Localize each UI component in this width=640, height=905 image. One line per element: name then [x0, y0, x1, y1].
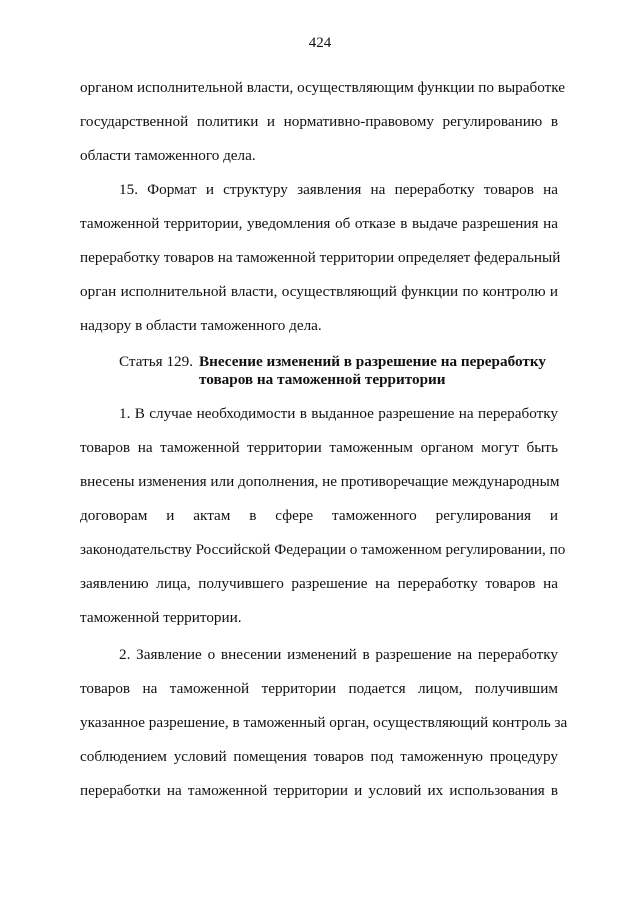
- paragraph-line: внесены изменения или дополнения, не противоречащие международным: [80, 473, 560, 490]
- paragraph-line: 1. В случае необходимости в выданное разрешение на переработку: [119, 405, 558, 422]
- paragraph-line: договорам и актам в сфере таможенного регулирования и: [80, 507, 558, 524]
- paragraph-line: органом исполнительной власти, осуществляющим функции по выработке: [80, 79, 566, 96]
- article-title: [199, 353, 546, 389]
- article-label: Статья 129.: [119, 353, 194, 370]
- paragraph-line: указанное разрешение, в таможенный орган, осуществляющий контроль за: [80, 714, 568, 731]
- paragraph-line: 2. Заявление о внесении изменений в разрешение на переработку: [119, 646, 558, 663]
- article-title-line: товаров на таможенной территории: [199, 371, 446, 388]
- paragraph-line: переработки на таможенной территории и условий их использования в: [80, 782, 558, 799]
- paragraph-line: таможенной территории.: [80, 609, 242, 626]
- paragraph-line: заявлению лица, получившего разрешение на переработку товаров на: [80, 575, 558, 592]
- paragraph-line: соблюдением условий помещения товаров под таможенную процедуру: [80, 748, 558, 765]
- paragraph-line: 15. Формат и структуру заявления на переработку товаров на: [119, 181, 558, 198]
- paragraph-line: надзору в области таможенного дела.: [80, 317, 322, 334]
- paragraph-line: законодательству Российской Федерации о таможенном регулировании, по: [80, 541, 566, 558]
- paragraph-line: государственной политики и нормативно-правовому регулированию в: [80, 113, 558, 130]
- paragraph-line: переработку товаров на таможенной территории определяет федеральный: [80, 249, 561, 266]
- paragraph-line: области таможенного дела.: [80, 147, 256, 164]
- paragraph-line: товаров на таможенной территории подается лицом, получившим: [80, 680, 558, 697]
- paragraph-line: таможенной территории, уведомления об отказе в выдаче разрешения на: [80, 215, 558, 232]
- article-title-line: Внесение изменений в разрешение на переработку: [199, 353, 546, 370]
- paragraph-line: орган исполнительной власти, осуществляющий функции по контролю и: [80, 283, 558, 300]
- page-number: 424: [308, 35, 332, 51]
- paragraph-line: товаров на таможенной территории таможенным органом могут быть: [80, 439, 558, 456]
